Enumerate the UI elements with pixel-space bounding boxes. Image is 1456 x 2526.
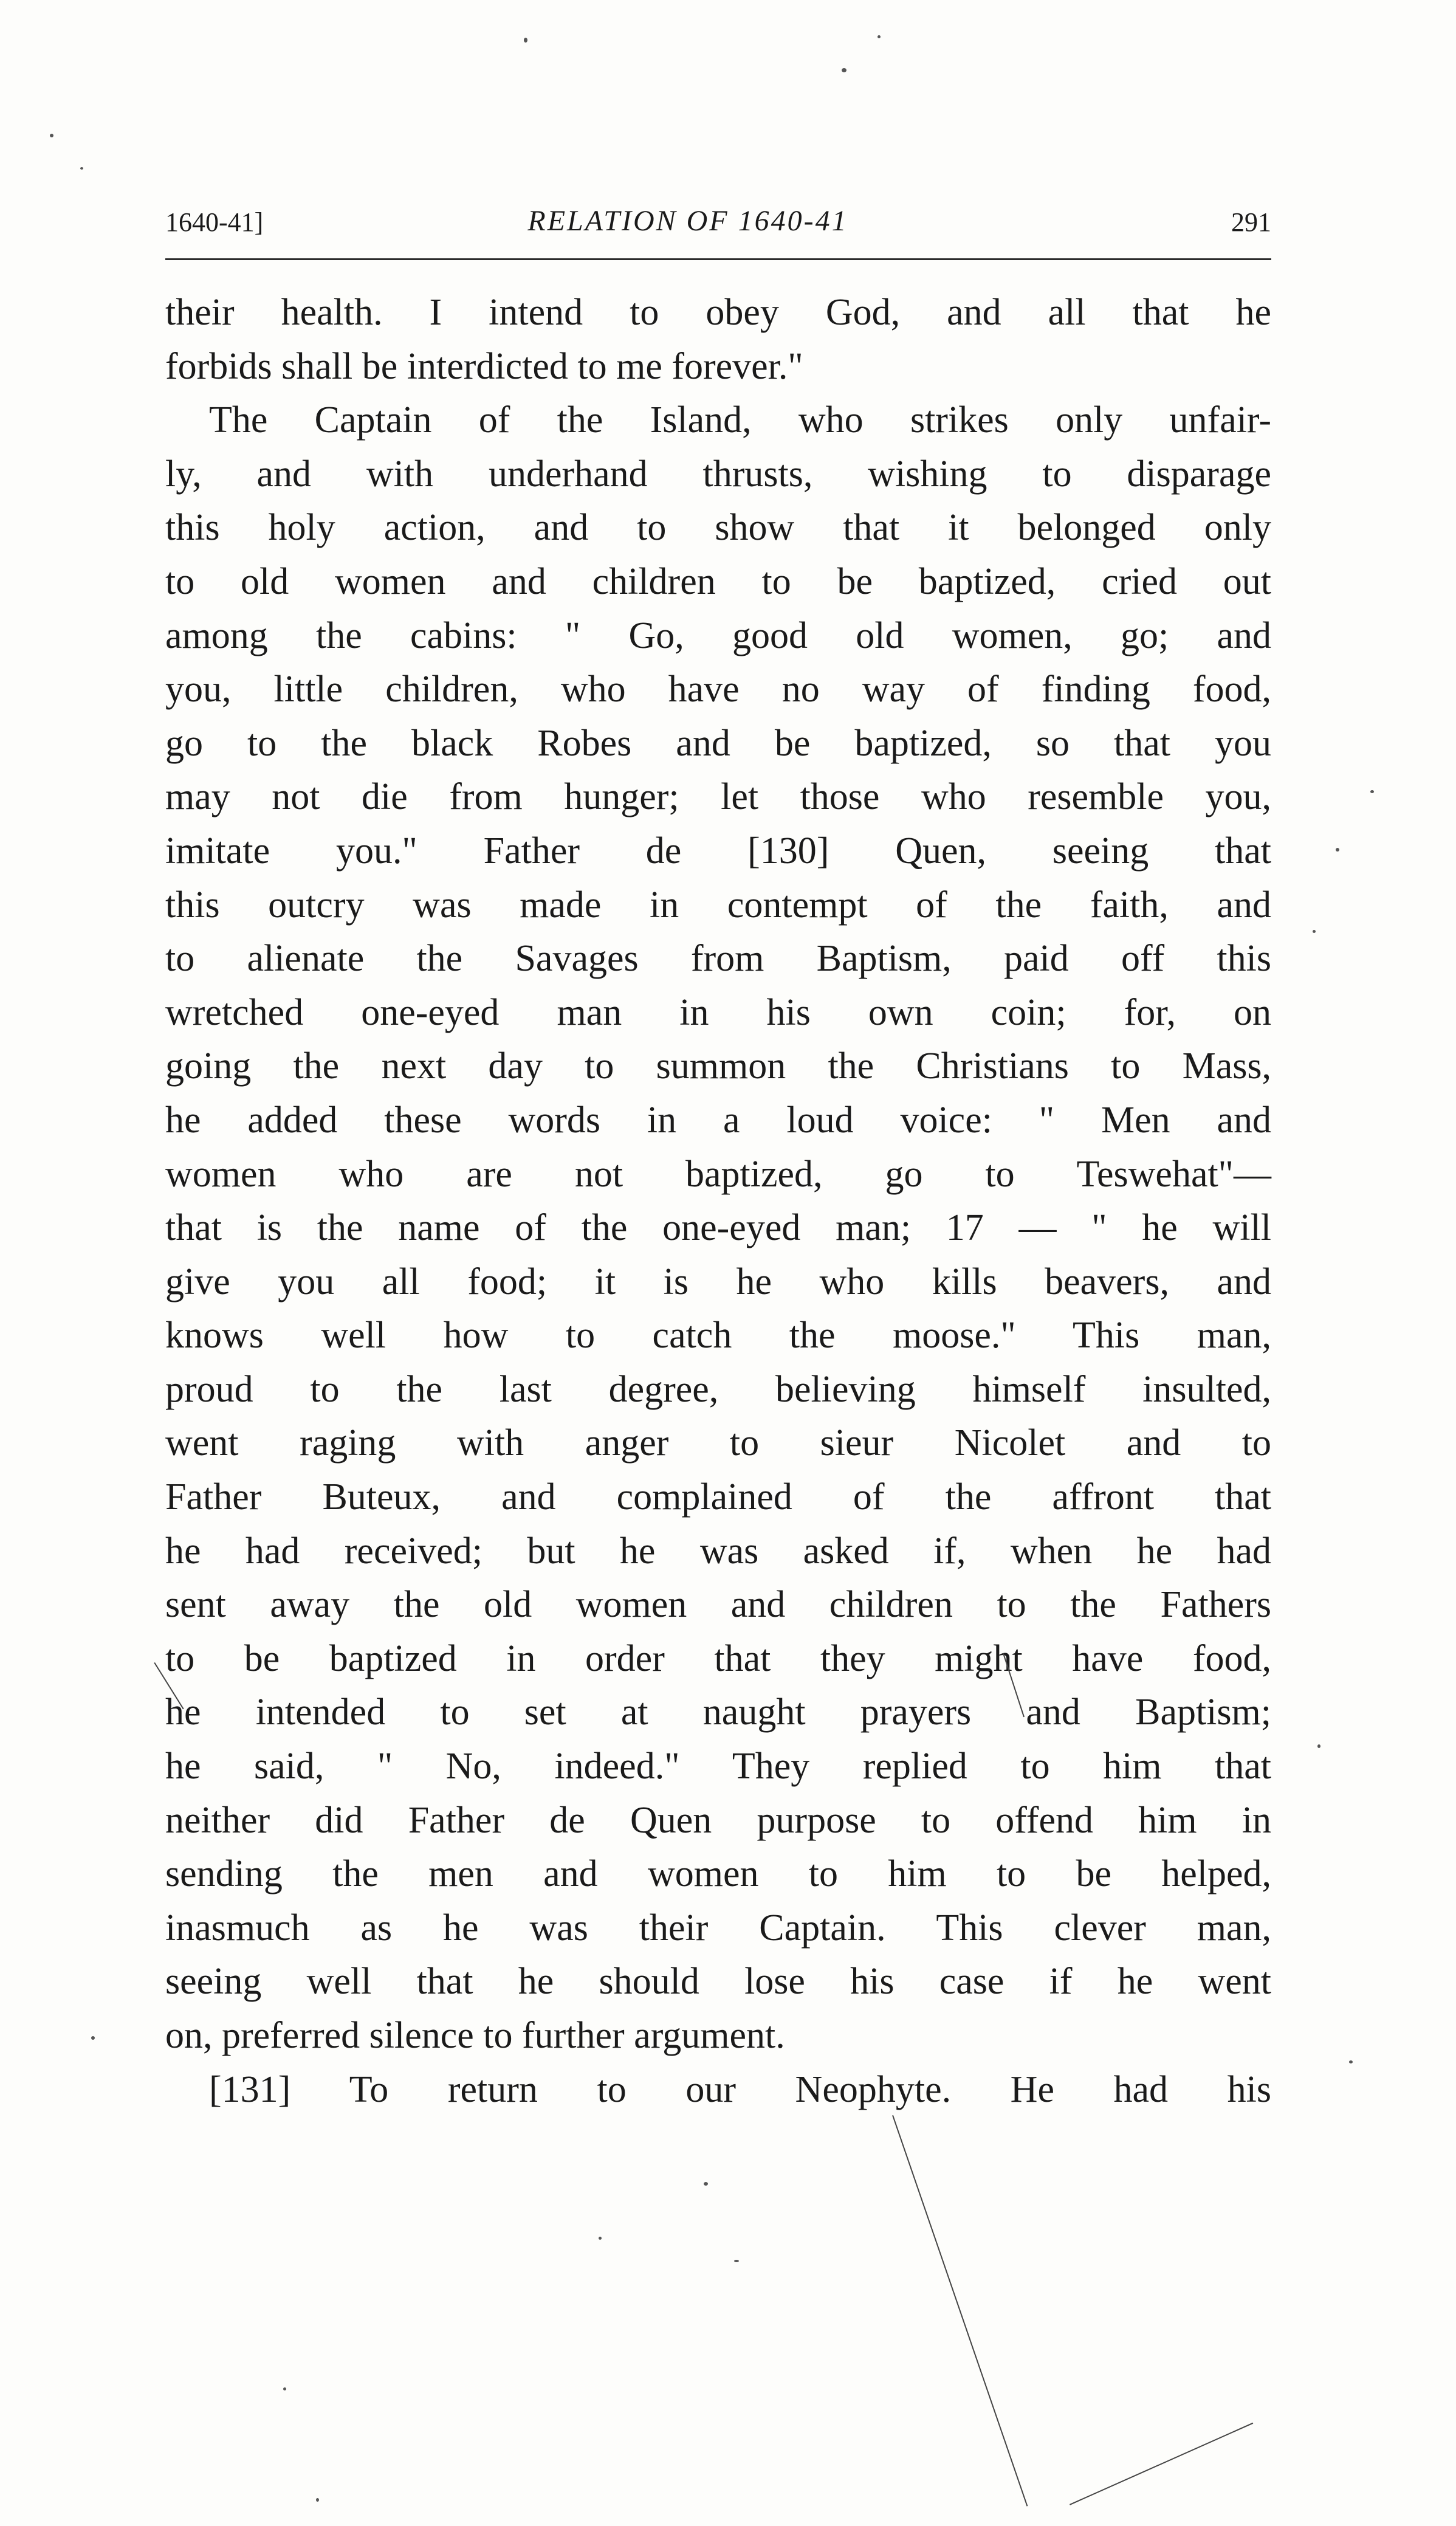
- scan-speck: [842, 68, 846, 72]
- scan-speck: [524, 38, 527, 43]
- text-line: that is the name of the one-eyed man; 17 — " he will: [165, 1207, 1271, 1249]
- header-rule: [165, 258, 1271, 260]
- scan-speck: [316, 2498, 319, 2502]
- text-line: you, little children, who have no way of finding food,: [165, 669, 1271, 711]
- scan-speck: [877, 35, 881, 38]
- text-line: neither did Father de Quen purpose to offend him in: [165, 1799, 1271, 1841]
- text-line: women who are not baptized, go to Teswehat"—: [165, 1153, 1271, 1195]
- page-number: 291: [1231, 207, 1271, 237]
- text-line: among the cabins: " Go, good old women, go; and: [165, 614, 1271, 656]
- scan-speck: [91, 2036, 95, 2040]
- running-head: [165, 201, 1271, 249]
- scan-speck: [80, 167, 83, 170]
- text-line: he added these words in a loud voice: " Men and: [165, 1099, 1271, 1141]
- text-line: [131] To return to our Neophyte. He had his: [209, 2068, 1271, 2110]
- text-line: ly, and with underhand thrusts, wishing to disparage: [165, 453, 1271, 495]
- text-line: to be baptized in order that they might have food,: [165, 1637, 1271, 1679]
- running-head-title: RELATION OF 1640-41: [527, 205, 848, 237]
- text-line: this holy action, and to show that it belonged only: [165, 507, 1271, 549]
- text-line: he said, " No, indeed." They replied to him that: [165, 1746, 1271, 1788]
- scan-speck: [1317, 1744, 1320, 1748]
- text-line: may not die from hunger; let those who resemble you,: [165, 776, 1271, 818]
- text-line: sending the men and women to him to be helped,: [165, 1853, 1271, 1895]
- text-line: knows well how to catch the moose." This man,: [165, 1315, 1271, 1357]
- text-line: forbids shall be interdicted to me forever.": [165, 345, 803, 387]
- scan-speck: [50, 134, 53, 137]
- text-line: inasmuch as he was their Captain. This clever man,: [165, 1907, 1271, 1949]
- text-line: give you all food; it is he who kills beavers, and: [165, 1261, 1271, 1303]
- text-line: wretched one-eyed man in his own coin; for, on: [165, 991, 1271, 1033]
- text-line: to alienate the Savages from Baptism, paid off this: [165, 938, 1271, 980]
- text-line: imitate you." Father de [130] Quen, seeing that: [165, 830, 1271, 872]
- pencil-scratch: [892, 2115, 1028, 2507]
- scan-speck: [704, 2182, 708, 2186]
- text-line: on, preferred silence to further argument.: [165, 2015, 785, 2056]
- text-line: sent away the old women and children to the Fathers: [165, 1584, 1271, 1626]
- scan-speck: [1349, 2060, 1353, 2063]
- text-line: Father Buteux, and complained of the affront that: [165, 1476, 1271, 1518]
- scan-speck: [734, 2260, 739, 2262]
- text-line: their health. I intend to obey God, and all that he: [165, 292, 1271, 333]
- running-head-years: 1640-41]: [165, 207, 264, 237]
- scan-speck: [599, 2237, 602, 2240]
- text-line: he had received; but he was asked if, when he had: [165, 1530, 1271, 1572]
- text-line: went raging with anger to sieur Nicolet and to: [165, 1422, 1271, 1464]
- body-text: [165, 286, 1271, 2116]
- text-line: this outcry was made in contempt of the faith, and: [165, 884, 1271, 926]
- pencil-scratch: [1070, 2423, 1253, 2505]
- scan-speck: [1336, 848, 1339, 852]
- text-line: to old women and children to be baptized, cried out: [165, 560, 1271, 602]
- text-line: he intended to set at naught prayers and Baptism;: [165, 1691, 1271, 1733]
- scan-speck: [1370, 790, 1374, 793]
- scan-speck: [283, 2387, 286, 2390]
- text-line: seeing well that he should lose his case if he went: [165, 1961, 1271, 2003]
- text-line: proud to the last degree, believing himself insulted,: [165, 1368, 1271, 1410]
- scan-speck: [1313, 930, 1316, 933]
- text-line: go to the black Robes and be baptized, so that you: [165, 722, 1271, 764]
- text-line: going the next day to summon the Christians to Mass,: [165, 1045, 1271, 1087]
- text-line: The Captain of the Island, who strikes only unfair-: [209, 399, 1271, 441]
